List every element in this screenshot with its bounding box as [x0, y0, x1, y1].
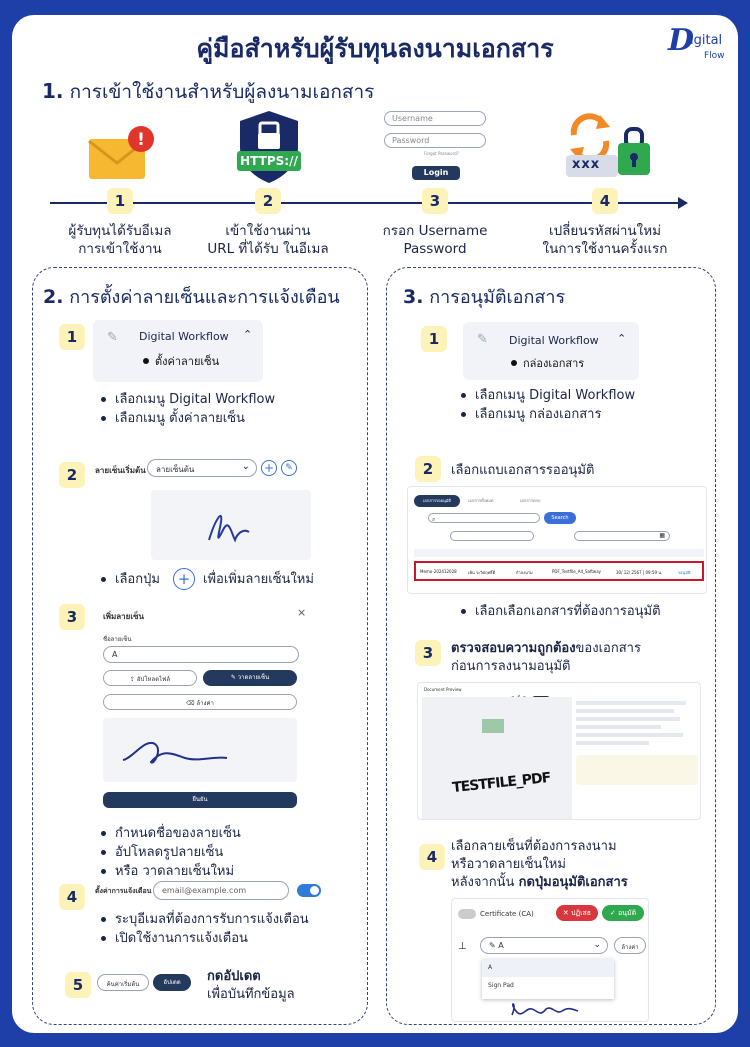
section2-box: 2. การตั้งค่าลายเซ็นและการแจ้งเตือน 1 ✎ Digital Workflow ⌃ ตั้งค่าลายเซ็น เลือกเมนู Digital Workflow เลือกเมนู ตั้งค่าลายเซ็น 2 ลายเซ็นเริ่มต้น ลายเซ็นต้น ⌄ + ✎ เลือกปุ่ม + เพื่อเพิ่มลายเซ็นใหม่ 3 เพิ่มลายเซ็น × ชื่อลายเซ็น A ⇪ อัปโหลดไฟล์ ✎ วาดลายเซ็น ⌫ ล้างค่า ยืนยัน กำหนดชื่อของลายเซ็น อัปโหลดรูปลายเซ็น หรือ วาดลายเซ็นใหม่ 4 ตั้งค่าการแจ้งเตือน email@example.com ระบุอีเมลที่ต้องการรับการแจ้งเตือน เปิดใช้งานการแจ้งเตือน 5 ค้นค่าเริ่มต้น อัปเดต กดอัปเดต เพื่อบันทึกข้อมูล	[32, 267, 368, 1025]
s2-step2-number: 2	[59, 462, 85, 488]
chevron-up-icon[interactable]: ⌃	[243, 328, 253, 341]
doc-icon: ✎	[477, 332, 488, 347]
draw-signature-button[interactable]: ✎ วาดลายเซ็น	[203, 670, 297, 686]
timeline-arrow	[678, 197, 688, 209]
section3-box	[386, 267, 716, 1025]
menu-document-box[interactable]: กล่องเอกสาร	[523, 357, 585, 370]
signature-name-input[interactable]: A	[103, 646, 299, 663]
dropdown-option-a[interactable]: A	[482, 959, 614, 977]
step4-text: เปลี่ยนรหัสผ่านใหม่ ในการใช้งานครั้งแรก	[542, 223, 668, 257]
plus-icon: +	[173, 568, 195, 590]
step1-text: ผู้รับทุนได้รับอีเมล การเข้าใช้งาน	[68, 223, 172, 257]
s2-step3-bullets: กำหนดชื่อของลายเซ็น อัปโหลดรูปลายเซ็น หรือ วาดลายเซ็นใหม่	[101, 824, 241, 881]
step2-text: เข้าใช้งานผ่าน URL ที่ได้รับ ในอีเมล	[207, 223, 329, 257]
tab-all[interactable]: เอกสารทั้งหมด	[468, 498, 494, 503]
tab-complete[interactable]: เอกสารครบ	[520, 498, 541, 503]
tab-pending[interactable]: เอกสารรออนุมัติ	[414, 495, 460, 507]
timeline-line	[50, 202, 682, 204]
step3-number: 3	[422, 188, 448, 214]
login-form	[384, 111, 488, 183]
calendar-icon: ▦	[659, 532, 665, 539]
clear-button[interactable]: ⌫ ล้างค่า	[103, 694, 297, 710]
envelope-icon	[87, 125, 157, 185]
s3-step3-number: 3	[415, 640, 441, 666]
password-input[interactable]: Password	[384, 133, 486, 148]
https-shield-icon: HTTPS://	[236, 109, 302, 185]
s3-step4-l2: หรือวาดลายเซ็นใหม่	[451, 857, 566, 872]
s2-step3-number: 3	[59, 604, 85, 630]
s3-step3-text: ตรวจสอบความถูกต้องของเอกสาร	[451, 641, 641, 656]
signature-sample	[482, 997, 614, 1021]
s2-step5-number: 5	[65, 972, 91, 998]
document-list-screenshot	[407, 486, 707, 594]
menu-signature-settings[interactable]: ตั้งค่าลายเซ็น	[155, 355, 220, 368]
s3-step2-text: เลือกแถบเอกสารรออนุมัติ	[451, 463, 595, 478]
section1-heading: 1. การเข้าใช้งานสำหรับผู้ลงนามเอกสาร	[42, 79, 375, 103]
svg-text:!: !	[137, 130, 145, 150]
document-info-panel	[576, 697, 698, 819]
approve-screenshot	[451, 898, 649, 1022]
guide-card	[12, 15, 738, 1033]
default-signature-label: ลายเซ็นเริ่มต้น	[95, 466, 146, 475]
pen-icon: ✎	[230, 674, 236, 681]
menu-digital-workflow[interactable]: Digital Workflow	[509, 334, 599, 347]
clear-signature-button[interactable]: ล้างค่า	[614, 937, 646, 954]
s3-step4-l3: หลังจากนั้น กดปุ่มอนุมัติเอกสาร	[451, 875, 628, 890]
update-text-bold: กดอัปเดต	[207, 969, 261, 984]
edit-signature-button[interactable]: ✎	[281, 460, 297, 476]
preview-canvas	[422, 697, 572, 819]
close-icon[interactable]: ×	[297, 606, 307, 619]
login-button[interactable]: Login	[412, 166, 460, 180]
s2-step1-bullets: เลือกเมนู Digital Workflow เลือกเมนู ตั้งค่าลายเซ็น	[101, 390, 275, 428]
signature-dropdown	[482, 959, 614, 999]
doc-icon: ✎	[107, 330, 118, 345]
search-icon: ⌕	[432, 516, 436, 523]
document-preview-screenshot	[417, 682, 701, 820]
step4-number: 4	[592, 188, 618, 214]
menu-bullet	[143, 358, 149, 364]
table-row[interactable]: Memo-202412028 เพ้น ระวิศฤทธิ์ดี กำลงนาม PDF_Testfile_A4_Softway 30/ 12/ 2567 | 09:59 น. รอนุมัติ	[414, 561, 704, 581]
reset-default-button[interactable]: ค้นค่าเริ่มต้น	[97, 974, 149, 991]
preview-title: Document Preview	[424, 687, 462, 692]
pen-icon: ✎	[489, 941, 496, 950]
dropdown-option-signpad[interactable]: Sign Pad	[488, 982, 514, 989]
certificate-label: Certificate (CA)	[480, 910, 534, 918]
search-button[interactable]: Search	[544, 512, 576, 524]
signature-draw-pad[interactable]	[103, 718, 297, 782]
s3-step4-number: 4	[419, 844, 445, 870]
notification-email-input[interactable]: email@example.com	[153, 881, 289, 900]
s2-step4-bullets: ระบุอีเมลที่ต้องการรับการแจ้งเตือน เปิดใช้งานการแจ้งเตือน	[101, 910, 309, 948]
s2-step1-number: 1	[59, 324, 85, 350]
default-signature-select[interactable]: ลายเซ็นต้น ⌄	[147, 459, 257, 477]
approve-button[interactable]: ✓ อนุมัติ	[602, 905, 644, 921]
signature-preview	[151, 490, 311, 560]
update-button[interactable]: อัปเดต	[153, 974, 191, 991]
step1-number: 1	[107, 188, 133, 214]
stamp-icon: ⊥	[458, 941, 467, 952]
page-title: คู่มือสำหรับผู้รับทุนลงนามเอกสาร	[196, 34, 554, 63]
section3-heading: 3. การอนุมัติเอกสาร	[403, 286, 566, 308]
upload-file-button[interactable]: ⇪ อัปโหลดไฟล์	[103, 670, 197, 686]
chevron-down-icon: ⌄	[241, 461, 250, 472]
reject-button[interactable]: ✕ ปฏิเสธ	[556, 905, 598, 921]
menu-bullet	[511, 360, 517, 366]
forgot-password-link[interactable]: Forgot Password?	[424, 151, 459, 156]
s3-step1-number: 1	[421, 326, 447, 352]
refresh-lock-icon: xxx	[566, 111, 652, 185]
testfile-stamp: TESTFILE_PDF	[451, 769, 552, 797]
section2-heading: 2. การตั้งค่าลายเซ็นและการแจ้งเตือน	[43, 286, 340, 308]
s3-step2-number: 2	[415, 456, 441, 482]
add-signature-dialog	[93, 602, 313, 818]
add-signature-button[interactable]: +	[261, 460, 277, 476]
s3-menu-snippet	[463, 322, 639, 380]
chevron-up-icon[interactable]: ⌃	[617, 332, 627, 345]
s2-menu-snippet	[93, 320, 263, 382]
eraser-icon: ⌫	[186, 700, 195, 707]
signature-select[interactable]: ✎ A ⌄	[480, 937, 608, 954]
certificate-toggle[interactable]	[458, 909, 476, 919]
username-input[interactable]: Username	[384, 111, 486, 126]
digital-flow-logo: D igital Flow	[668, 23, 725, 61]
upload-icon: ⇪	[129, 676, 135, 683]
preview-toolbar	[510, 686, 570, 694]
table-header	[414, 549, 704, 557]
s3-step4-l1: เลือกลายเซ็นที่ต้องการลงนาม	[451, 839, 617, 854]
type-filter[interactable]	[450, 531, 534, 541]
s2-step4-number: 4	[59, 884, 85, 910]
date-filter[interactable]	[574, 531, 670, 541]
search-input[interactable]	[428, 513, 540, 523]
step3-text: กรอก Username Password	[382, 223, 488, 257]
s3-step1-bullets: เลือกเมนู Digital Workflow เลือกเมนู กล่องเอกสาร	[461, 386, 635, 424]
update-text: เพื่อบันทึกข้อมูล	[207, 987, 295, 1002]
confirm-button[interactable]: ยืนยัน	[103, 792, 297, 808]
signature-name-label: ชื่อลายเซ็น	[103, 636, 132, 643]
menu-digital-workflow[interactable]: Digital Workflow	[139, 330, 229, 343]
notification-label: ตั้งค่าการแจ้งเตือน	[95, 887, 152, 895]
step2-number: 2	[255, 188, 281, 214]
chevron-down-icon: ⌄	[593, 940, 601, 950]
s3-step2-bullets: เลือกเลือกเอกสารที่ต้องการอนุมัติ	[461, 602, 661, 621]
dialog-title: เพิ่มลายเซ็น	[103, 612, 144, 621]
notification-toggle[interactable]	[297, 884, 321, 897]
s3-step3-text2: ก่อนการลงนามอนุมัติ	[451, 659, 571, 674]
